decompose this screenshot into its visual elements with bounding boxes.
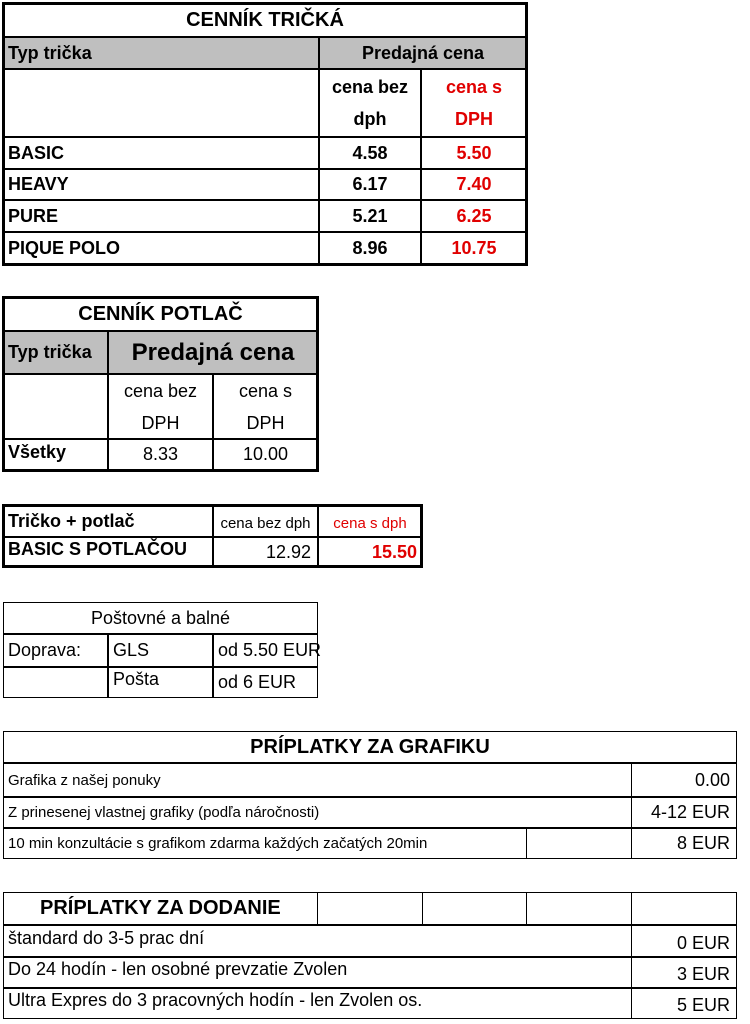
dodanie-row-label: Do 24 hodín - len osobné prevzatie Zvolen xyxy=(3,957,632,988)
dodanie-row-label: štandard do 3-5 prac dní xyxy=(3,925,632,957)
grafika-row-price: 4-12 EUR xyxy=(631,797,737,828)
tricko-potlac-sub-gross: cena s dph xyxy=(318,505,422,537)
dodanie-empty xyxy=(631,892,737,925)
tricka-row-name: PURE xyxy=(3,200,319,232)
tricka-row-gross: 10.75 xyxy=(421,232,527,264)
grafika-row-label: Z prinesenej vlastnej grafiky (podľa náročnosti) xyxy=(3,797,632,828)
grafika-empty xyxy=(526,828,632,859)
tricko-potlac-row-name: BASIC S POTLAČOU xyxy=(3,537,213,567)
postovne-carrier: Pošta xyxy=(108,667,213,698)
potlac-empty-header xyxy=(3,374,108,439)
tricka-col-price: Predajná cena xyxy=(319,37,527,69)
tricko-potlac-row-gross: 15.50 xyxy=(318,537,422,567)
postovne-empty xyxy=(3,667,108,698)
potlac-sub-gross-line1: cena s xyxy=(238,380,293,401)
postovne-title: Poštovné a balné xyxy=(3,602,318,634)
tricka-row-net: 6.17 xyxy=(319,169,421,200)
dodanie-empty xyxy=(422,892,527,925)
cennik-tricka-title: CENNÍK TRIČKÁ xyxy=(3,3,527,37)
potlac-col-price: Predajná cena xyxy=(108,331,318,374)
potlac-row-net: 8.33 xyxy=(108,439,213,470)
tricka-row-gross: 7.40 xyxy=(421,169,527,200)
tricko-potlac-row-net: 12.92 xyxy=(213,537,318,567)
tricka-col-type: Typ trička xyxy=(3,37,319,69)
potlac-sub-net-line2: DPH xyxy=(141,412,180,433)
grafika-row-price: 8 EUR xyxy=(631,828,737,859)
tricka-row-net: 4.58 xyxy=(319,137,421,169)
dodanie-empty xyxy=(526,892,632,925)
grafika-row-label: 10 min konzultácie s grafikom zdarma každých začatých 20min xyxy=(3,828,527,859)
tricka-row-net: 8.96 xyxy=(319,232,421,264)
potlac-col-type: Typ trička xyxy=(3,331,108,374)
grafika-title: PRÍPLATKY ZA GRAFIKU xyxy=(3,731,737,763)
tricka-sub-gross-line1: cena s xyxy=(445,77,503,97)
tricka-row-name: PIQUE POLO xyxy=(3,232,319,264)
tricka-sub-net xyxy=(319,69,421,137)
postovne-price: od 6 EUR xyxy=(213,667,318,698)
dodanie-row-price: 5 EUR xyxy=(631,988,737,1019)
potlac-sub-net-line1: cena bez xyxy=(123,380,198,401)
tricka-row-gross: 5.50 xyxy=(421,137,527,169)
tricko-potlac-sub-net: cena bez dph xyxy=(213,505,318,537)
grafika-row-label: Grafika z našej ponuky xyxy=(3,763,632,797)
grafika-row-price: 0.00 xyxy=(631,763,737,797)
tricka-sub-gross xyxy=(421,69,527,137)
tricka-row-name: HEAVY xyxy=(3,169,319,200)
tricko-potlac-title: Tričko + potlač xyxy=(3,505,213,537)
tricka-row-gross: 6.25 xyxy=(421,200,527,232)
potlac-row-gross: 10.00 xyxy=(213,439,318,470)
cennik-potlac-title: CENNÍK POTLAČ xyxy=(3,297,318,331)
postovne-price: od 5.50 EUR xyxy=(213,634,318,667)
tricka-sub-net-line2: dph xyxy=(353,109,387,129)
potlac-row-name: Všetky xyxy=(3,439,108,470)
dodanie-title: PRÍPLATKY ZA DODANIE xyxy=(3,892,318,925)
tricka-sub-net-line1: cena bez xyxy=(331,77,409,97)
postovne-label: Doprava: xyxy=(3,634,108,667)
dodanie-row-price: 3 EUR xyxy=(631,957,737,988)
dodanie-row-price: 0 EUR xyxy=(631,925,737,957)
potlac-sub-gross xyxy=(213,374,318,439)
dodanie-row-label: Ultra Expres do 3 pracovných hodín - len Zvolen os. xyxy=(3,988,632,1019)
tricka-row-net: 5.21 xyxy=(319,200,421,232)
tricka-row-name: BASIC xyxy=(3,137,319,169)
dodanie-empty xyxy=(317,892,423,925)
postovne-carrier: GLS xyxy=(108,634,213,667)
potlac-sub-net xyxy=(108,374,213,439)
tricka-sub-gross-line2: DPH xyxy=(454,109,493,129)
potlac-sub-gross-line2: DPH xyxy=(246,412,285,433)
tricka-empty-header xyxy=(3,69,319,137)
